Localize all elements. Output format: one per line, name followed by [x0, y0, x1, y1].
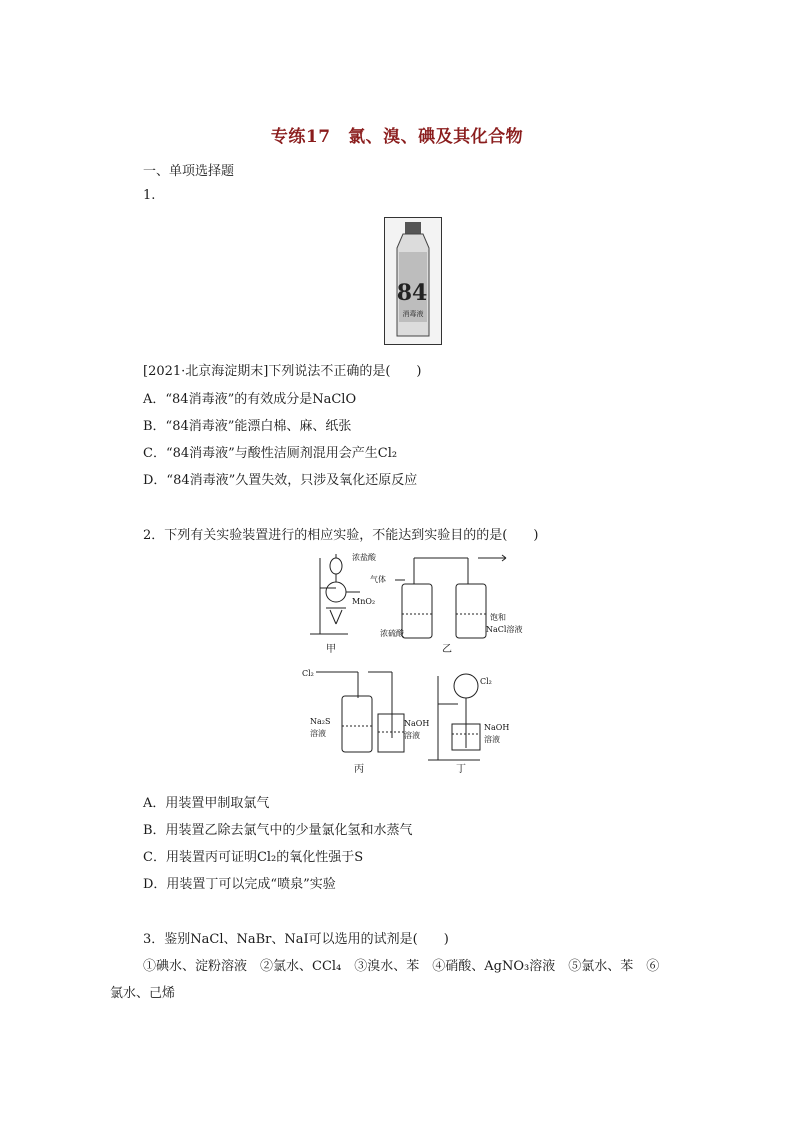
bottle-label: 84 — [396, 280, 428, 306]
label-ding: 丁 — [456, 764, 466, 775]
label-bing: 丙 — [354, 764, 364, 775]
question-1-number: 1. — [143, 188, 156, 203]
label-na2s-solution: 溶液 — [310, 729, 326, 738]
question-1-option-d: D．“84消毒液”久置失效，只涉及氧化还原反应 — [143, 473, 418, 488]
apparatus-diagram — [290, 548, 540, 780]
question-1-option-c: C．“84消毒液”与酸性洁厕剂混用会产生Cl₂ — [143, 446, 398, 461]
question-2-option-c: C．用装置丙可证明Cl₂的氧化性强于S — [143, 850, 364, 865]
bottle-caption: 消毒液 — [402, 310, 424, 318]
label-gas: 气体 — [370, 575, 386, 584]
section-heading: 一、单项选择题 — [143, 164, 235, 179]
question-3-reagents-line-2: 氯水、己烯 — [110, 986, 176, 1001]
label-yi: 乙 — [442, 644, 452, 655]
label-saturated: 饱和 — [490, 613, 506, 622]
label-mno2: MnO₂ — [352, 597, 376, 606]
label-naoh-solution-bing: 溶液 — [404, 731, 420, 740]
label-conc-h2so4: 浓硫酸 — [380, 629, 404, 638]
label-naoh-ding: NaOH — [484, 723, 510, 732]
question-1-option-a: A．“84消毒液”的有效成分是NaClO — [143, 392, 357, 407]
question-3-reagents-line-1: ①碘水、淀粉溶液 ②氯水、CCl₄ ③溴水、苯 ④硝酸、AgNO₃溶液 ⑤氯水、苯 ⑥ — [143, 959, 660, 974]
label-naoh-solution-ding: 溶液 — [484, 735, 500, 744]
label-cl2-ding: Cl₂ — [480, 677, 492, 686]
question-2-stem: 2．下列有关实验装置进行的相应实验，不能达到实验目的的是( ) — [143, 528, 539, 543]
label-jia: 甲 — [326, 644, 336, 655]
label-naoh-bing: NaOH — [404, 719, 430, 728]
question-2-option-d: D．用装置丁可以完成“喷泉”实验 — [143, 877, 336, 892]
label-na2s: Na₂S — [310, 717, 331, 726]
label-cl2-bing: Cl₂ — [302, 669, 314, 678]
label-conc-hcl: 浓盐酸 — [352, 553, 376, 562]
question-1-option-b: B．“84消毒液”能漂白棉、麻、纸张 — [143, 419, 352, 434]
question-2-option-b: B．用装置乙除去氯气中的少量氯化氢和水蒸气 — [143, 823, 413, 838]
label-nacl-solution: NaCl溶液 — [486, 625, 523, 634]
disinfectant-bottle-image — [384, 217, 442, 345]
page-title: 专练17 氯、溴、碘及其化合物 — [270, 127, 524, 147]
question-3-stem: 3．鉴别NaCl、NaBr、NaI可以选用的试剂是( ) — [143, 932, 449, 947]
question-2-option-a: A．用装置甲制取氯气 — [143, 796, 270, 811]
question-1-stem: [2021·北京海淀期末]下列说法不正确的是( ) — [143, 364, 422, 379]
